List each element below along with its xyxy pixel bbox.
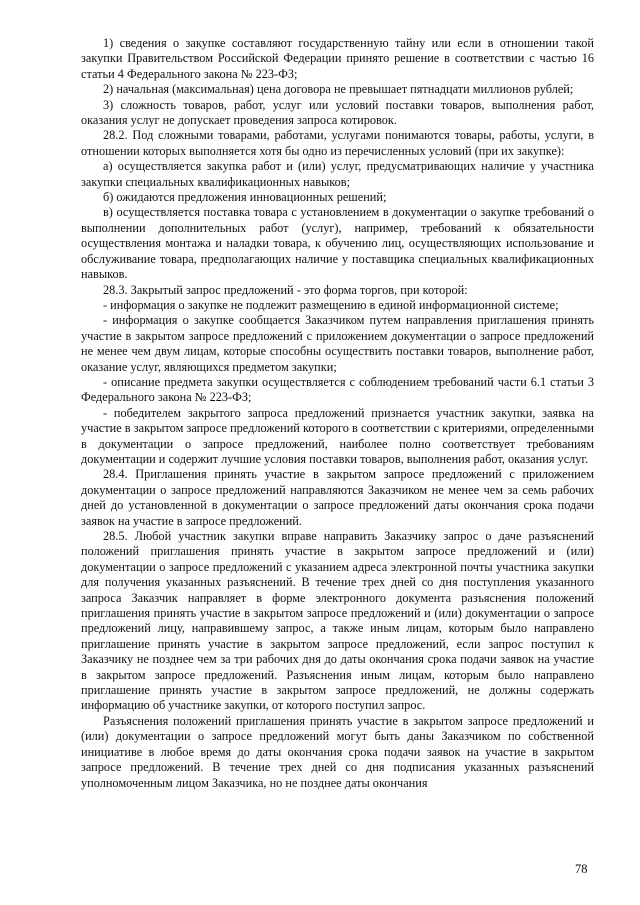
paragraph: Разъяснения положений приглашения принять участие в закрытом запросе предложений и (или) документации о запросе предложений могут быть даны Заказчиком по собственной инициативе в любое время до даты окончания срока подачи заявок на участие в закрытом запросе предложений. В течение трех дней со дня подписания указанных разъяснений уполномоченным лицом Заказчика, но не позднее даты окончания	[81, 713, 594, 790]
paragraph: а) осуществляется закупка работ и (или) услуг, предусматривающих наличие у участника закупки специальных квалификационных навыков;	[81, 159, 594, 189]
paragraph: 2) начальная (максимальная) цена договора не превышает пятнадцати миллионов рублей;	[103, 82, 574, 97]
paragraph: б) ожидаются предложения инновационных решений;	[103, 190, 387, 205]
paragraph: 28.5. Любой участник закупки вправе направить Заказчику запрос о даче разъяснений положений приглашения принять участие в закрытом запросе предложений и (или) документации о запросе предложений с указанием адреса электронной почты участника закупки для получения указанных разъяснений. В течение трех дней со дня поступления указанного запроса Заказчик направляет в форме электронного документа разъяснения положений приглашения принять участие в закрытом запросе предложений и (или) документации о запросе предложений лицу, направившему запрос, а также иным лицам, которым было направлено приглашение принять участие в закрытом запросе предложений, если запрос поступил к Заказчику не позднее чем за три рабочих дня до даты окончания срока подачи заявок на участие в закрытом запросе предложений. Разъяснения иным лицам, которым было направлено приглашение принять участие в закрытом запросе предложений, не должны содержать информацию об участнике закупки, от которого поступил запрос.	[81, 529, 594, 713]
page-number: 78	[575, 862, 588, 876]
paragraph: - информация о закупке сообщается Заказчиком путем направления приглашения принять участие в закрытом запросе предложений с приложением документации о запросе предложений не менее чем двум лицам, которые способны осуществить поставки товаров, выполнение работ, оказание услуг, являющихся предметом закупки;	[81, 313, 594, 374]
paragraph: в) осуществляется поставка товара с установлением в документации о закупке требований о выполнении дополнительных работ (услуг), например, требований к обязательности осуществления монтажа и наладки товара, к обучению лиц, осуществляющих использование и обслуживание товара, предполагающих наличие у поставщика специальных квалификационных навыков.	[81, 205, 594, 282]
paragraph: - победителем закрытого запроса предложений признается участник закупки, заявка на участие в закрытом запросе предложений которого в соответствии с критериями, определенными в документации о запросе предложений, наиболее полно соответствует требованиям документации и содержит лучшие условия поставки товаров, выполнения работ, оказания услуг.	[81, 405, 594, 466]
paragraph: 3) сложность товаров, работ, услуг или условий поставки товаров, выполнения работ, оказания услуг не допускает проведения запроса котировок.	[81, 97, 594, 128]
paragraph: 1) сведения о закупке составляют государственную тайну или если в отношении такой закупки Правительством Российской Федерации принято решение в соответствии с частью 16 статьи 4 Федерального закона № 223-ФЗ;	[81, 36, 594, 81]
paragraph: 28.3. Закрытый запрос предложений - это форма торгов, при которой:	[103, 282, 468, 297]
paragraph: - описание предмета закупки осуществляется с соблюдением требований части 6.1 статьи 3 Федерального закона № 223-ФЗ;	[81, 374, 594, 405]
paragraph: - информация о закупке не подлежит размещению в единой информационной системе;	[103, 297, 559, 312]
paragraph: 28.2. Под сложными товарами, работами, услугами понимаются товары, работы, услуги, в отношении которых выполняется хотя бы одно из перечисленных условий (при их закупке):	[81, 128, 594, 158]
paragraph: 28.4. Приглашения принять участие в закрытом запросе предложений с приложением документации о запросе предложений направляются Заказчиком не менее чем за семь рабочих дней до установленной в документации о запросе предложений даты окончания срока подачи заявок на участие в запросе предложений.	[81, 467, 594, 528]
document-page	[81, 36, 594, 791]
